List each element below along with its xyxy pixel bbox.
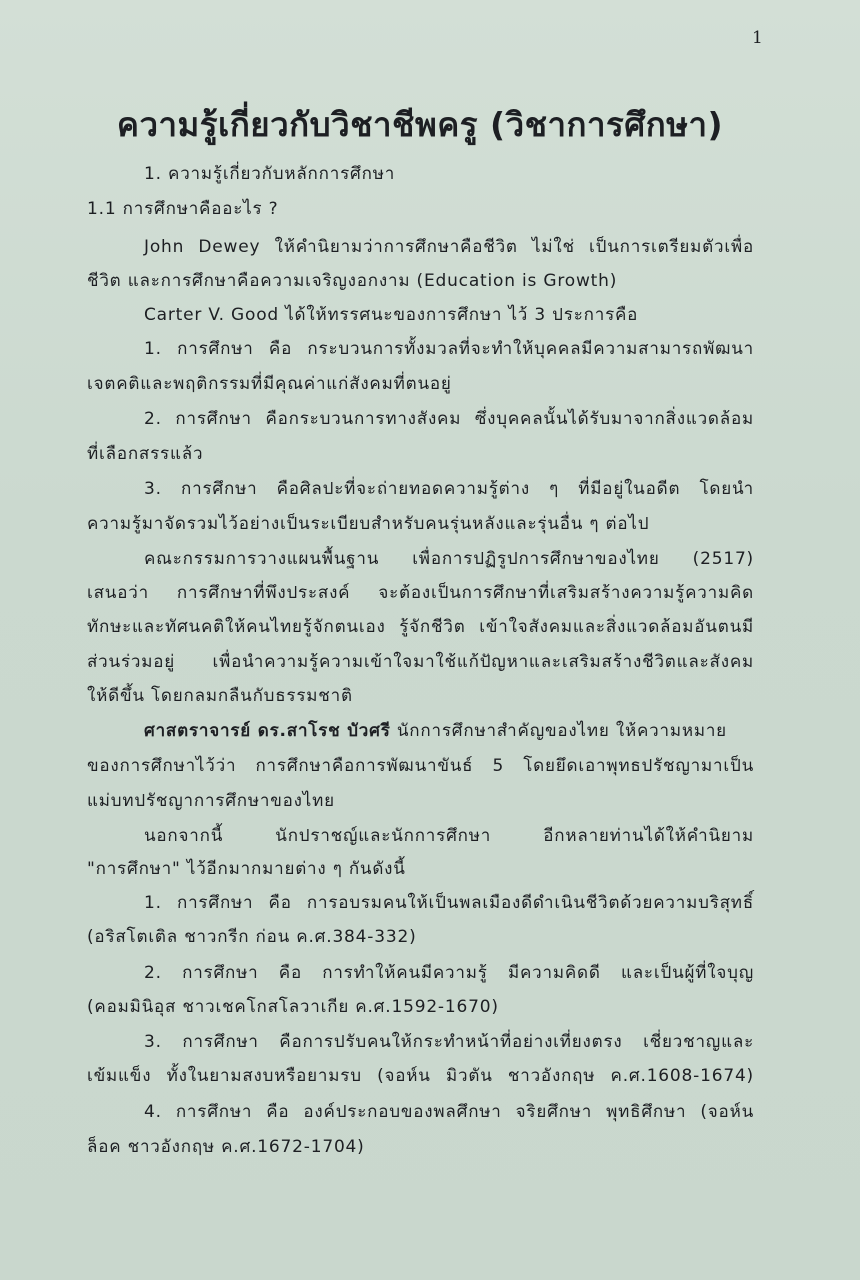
section-heading: 1. ความรู้เกี่ยวกับหลักการศึกษา <box>144 164 396 184</box>
text-line: 3. การศึกษา คือการปรับคนให้กระทำหน้าที่อย่างเที่ยงตรง เชี่ยวชาญและ <box>144 1032 754 1052</box>
text-line: John Dewey ให้คำนิยามว่าการศึกษาคือชีวิต ไม่ใช่ เป็นการเตรียมตัวเพื่อ <box>144 237 754 257</box>
text-line: ล็อค ชาวอังกฤษ ค.ศ.1672-1704) <box>87 1137 365 1157</box>
professor-paragraph <box>144 717 727 744</box>
text-line: 2. การศึกษา คือ การทำให้คนมีความรู้ มีความคิดดี และเป็นผู้ที่ใจบุญ <box>144 963 754 983</box>
text-line: ทักษะและทัศนคติให้คนไทยรู้จักตนเอง รู้จักชีวิต เข้าใจสังคมและสิ่งแวดล้อมอันตนมี <box>87 617 754 637</box>
text-line: 2. การศึกษา คือกระบวนการทางสังคม ซึ่งบุคคลนั้นได้รับมาจากสิ่งแวดล้อม <box>144 409 754 429</box>
text-line: Carter V. Good ได้ให้ทรรศนะของการศึกษา ไว้ 3 ประการคือ <box>144 305 639 325</box>
text-line: 1. การศึกษา คือ การอบรมคนให้เป็นพลเมืองดีดำเนินชีวิตด้วยความบริสุทธิ์ <box>144 893 754 913</box>
text-line: "การศึกษา" ไว้อีกมากมายต่าง ๆ กันดังนี้ <box>87 859 406 879</box>
text-line: นักการศึกษาสำคัญของไทย ให้ความหมาย <box>390 721 727 741</box>
text-line: เสนอว่า การศึกษาที่พึงประสงค์ จะต้องเป็นการศึกษาที่เสริมสร้างความรู้ความคิด <box>87 583 754 603</box>
text-line: 3. การศึกษา คือศิลปะที่จะถ่ายทอดความรู้ต่าง ๆ ที่มีอยู่ในอดีต โดยนำ <box>144 479 754 499</box>
page-number: 1 <box>752 28 763 48</box>
text-line: เข้มแข็ง ทั้งในยามสงบหรือยามรบ (จอห์น มิวตัน ชาวอังกฤษ ค.ศ.1608-1674) <box>87 1066 754 1086</box>
text-line: ชีวิต และการศึกษาคือความเจริญงอกงาม (Education is Growth) <box>87 271 618 291</box>
text-line: 4. การศึกษา คือ องค์ประกอบของพลศึกษา จริยศึกษา พุทธิศึกษา (จอห์น <box>144 1102 754 1122</box>
text-line: เจตคติและพฤติกรรมที่มีคุณค่าแก่สังคมที่ตนอยู่ <box>87 374 452 394</box>
text-line: คณะกรรมการวางแผนพื้นฐาน เพื่อการปฏิรูปการศึกษาของไทย (2517) <box>144 549 754 569</box>
text-line: ส่วนร่วมอยู่ เพื่อนำความรู้ความเข้าใจมาใช้แก้ปัญหาและเสริมสร้างชีวิตและสังคม <box>87 652 754 672</box>
text-line: ที่เลือกสรรแล้ว <box>87 444 204 464</box>
text-line: ของการศึกษาไว้ว่า การศึกษาคือการพัฒนาขันธ์ 5 โดยยึดเอาพุทธปรัชญามาเป็น <box>87 756 754 776</box>
subsection-heading: 1.1 การศึกษาคืออะไร ? <box>87 199 279 219</box>
professor-name: ศาสตราจารย์ ดร.สาโรช บัวศรี <box>144 721 391 741</box>
text-line: (คอมมินิอุส ชาวเชคโกสโลวาเกีย ค.ศ.1592-1670) <box>87 997 499 1017</box>
text-line: 1. การศึกษา คือ กระบวนการทั้งมวลที่จะทำให้บุคคลมีความสามารถพัฒนา <box>144 339 754 359</box>
text-line: (อริสโตเติล ชาวกรีก ก่อน ค.ศ.384-332) <box>87 927 417 947</box>
text-line: แม่บทปรัชญาการศึกษาของไทย <box>87 791 335 811</box>
page-title: ความรู้เกี่ยวกับวิชาชีพครู (วิชาการศึกษา) <box>116 105 724 144</box>
text-line: นอกจากนี้ นักปราชญ์และนักการศึกษา อีกหลายท่านได้ให้คำนิยาม <box>144 826 754 846</box>
text-line: ให้ดีขึ้น โดยกลมกลืนกับธรรมชาติ <box>87 686 353 706</box>
text-line: ความรู้มาจัดรวมไว้อย่างเป็นระเบียบสำหรับคนรุ่นหลังและรุ่นอื่น ๆ ต่อไป <box>87 514 650 534</box>
